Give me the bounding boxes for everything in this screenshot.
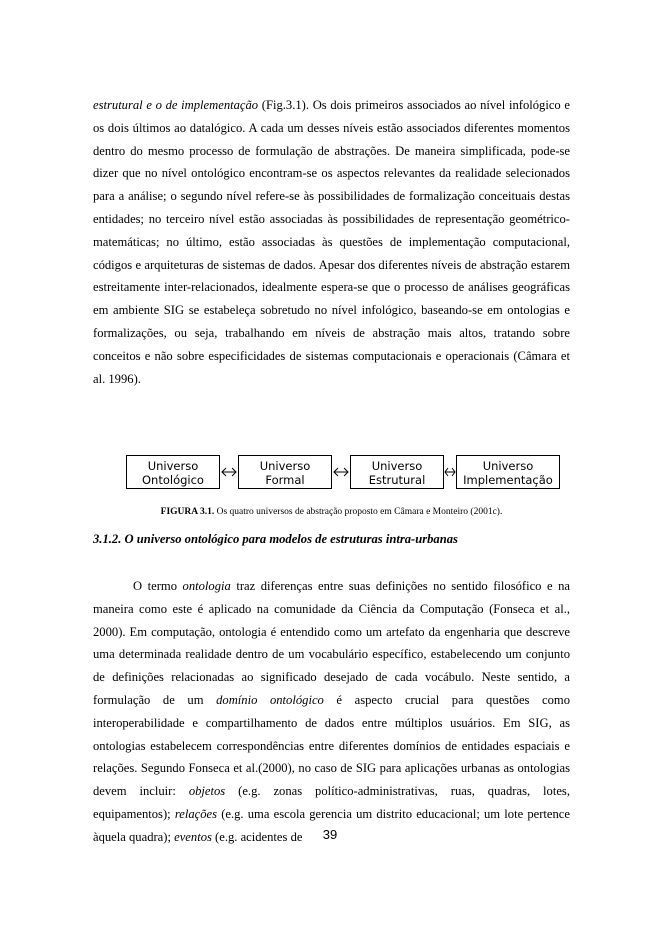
double-arrow-icon	[444, 455, 456, 489]
body-paragraph-2	[93, 575, 570, 849]
universe-box-formal	[238, 455, 332, 489]
double-arrow-icon	[332, 455, 350, 489]
italic-term: objetos	[188, 784, 226, 799]
box-line-2: Implementação	[463, 473, 553, 487]
universe-box-ontological	[126, 455, 220, 489]
double-arrow-icon	[220, 455, 238, 489]
paragraph-text: (e.g. acidentes de	[211, 829, 303, 844]
box-line-2: Ontológico	[142, 473, 204, 487]
paragraph-text: (e.g. zonas político-administrativas, ruas, quadras, lotes, equipamentos);	[93, 784, 570, 821]
italic-term: ontologia	[182, 579, 231, 593]
body-paragraph-1	[93, 94, 570, 390]
section-heading: 3.1.2. O universo ontológico para modelos de estruturas intra-urbanas	[93, 532, 458, 546]
abstraction-universes-diagram	[122, 455, 562, 493]
paragraph-text: O termo	[133, 579, 183, 593]
box-line-1: Universo	[147, 459, 199, 473]
box-line-2: Estrutural	[368, 473, 426, 487]
box-line-1: Universo	[259, 459, 311, 473]
italic-term: relações	[174, 806, 218, 821]
page-number: 39	[322, 827, 338, 842]
italic-term: eventos	[174, 829, 212, 844]
universe-box-structural	[350, 455, 444, 489]
paragraph-text: traz diferenças entre suas definições no sentido filosófico e na maneira como este é aplicado na comunidade da Ciência da Computação (Fonseca et al., 2000). Em computação, ontologia é entendido como um artefato da engenharia que descreve uma determinada realidade dentro de um vocabulário específico, estabelecendo um conjunto de definições relacionadas ao significado desejado de cada vocábulo. Neste sentido, a formulação de um	[93, 579, 570, 707]
italic-term: estrutural e o de implementação	[93, 98, 259, 112]
italic-term: domínio ontológico	[216, 692, 324, 707]
paragraph-text: (Fig.3.1). Os dois primeiros associados ao nível infológico e os dois últimos ao datalógico. A cada um desses níveis estão associados diferentes momentos dentro do mesmo processo de formulação de abstrações. De maneira simplificada, pode-se dizer que no nível ontológico encontram-se os aspectos relevantes da realidade selecionados para a análise; o segundo nível refere-se às possibilidades de formalização conceituais destas entidades; no terceiro nível estão associadas às possibilidades de representação geométrico-matemáticas; no último, estão associadas às questões de implementação computacional, códigos e arquiteturas de sistemas de dados. Apesar dos diferentes níveis de abstração estarem estreitamente inter-relacionados, idealmente espera-se que o processo de análises geográficas em ambiente SIG se estabeleça sobretudo no nível infológico, baseando-se em ontologias e formalizações, ou seja, trabalhando em níveis de abstração mais altos, tratando sobre conceitos e não sobre especificidades de sistemas computacionais e operacionais (Câmara et al. 1996).	[93, 98, 570, 386]
caption-text: Os quatro universos de abstração proposto em Câmara e Monteiro (2001c).	[214, 507, 503, 517]
paragraph-text: (e.g. uma escola gerencia um distrito educacional; um lote pertence àquela quadra);	[93, 806, 570, 844]
paragraph-text: é aspecto crucial para questões como interoperabilidade e compartilhamento de dados entre múltiplos usuários. Em SIG, as ontologias estabelecem correspondências entre diferentes domínios de entidades espaciais e relações. Segundo Fonseca et al.(2000), no caso de SIG para aplicações urbanas as ontologias devem incluir:	[93, 692, 570, 799]
box-line-2: Formal	[265, 473, 305, 487]
universe-box-implementation	[456, 455, 560, 489]
figure-label: FIGURA 3.1.	[160, 507, 215, 517]
figure-caption	[93, 506, 570, 518]
box-line-1: Universo	[482, 459, 534, 473]
box-line-1: Universo	[371, 459, 423, 473]
